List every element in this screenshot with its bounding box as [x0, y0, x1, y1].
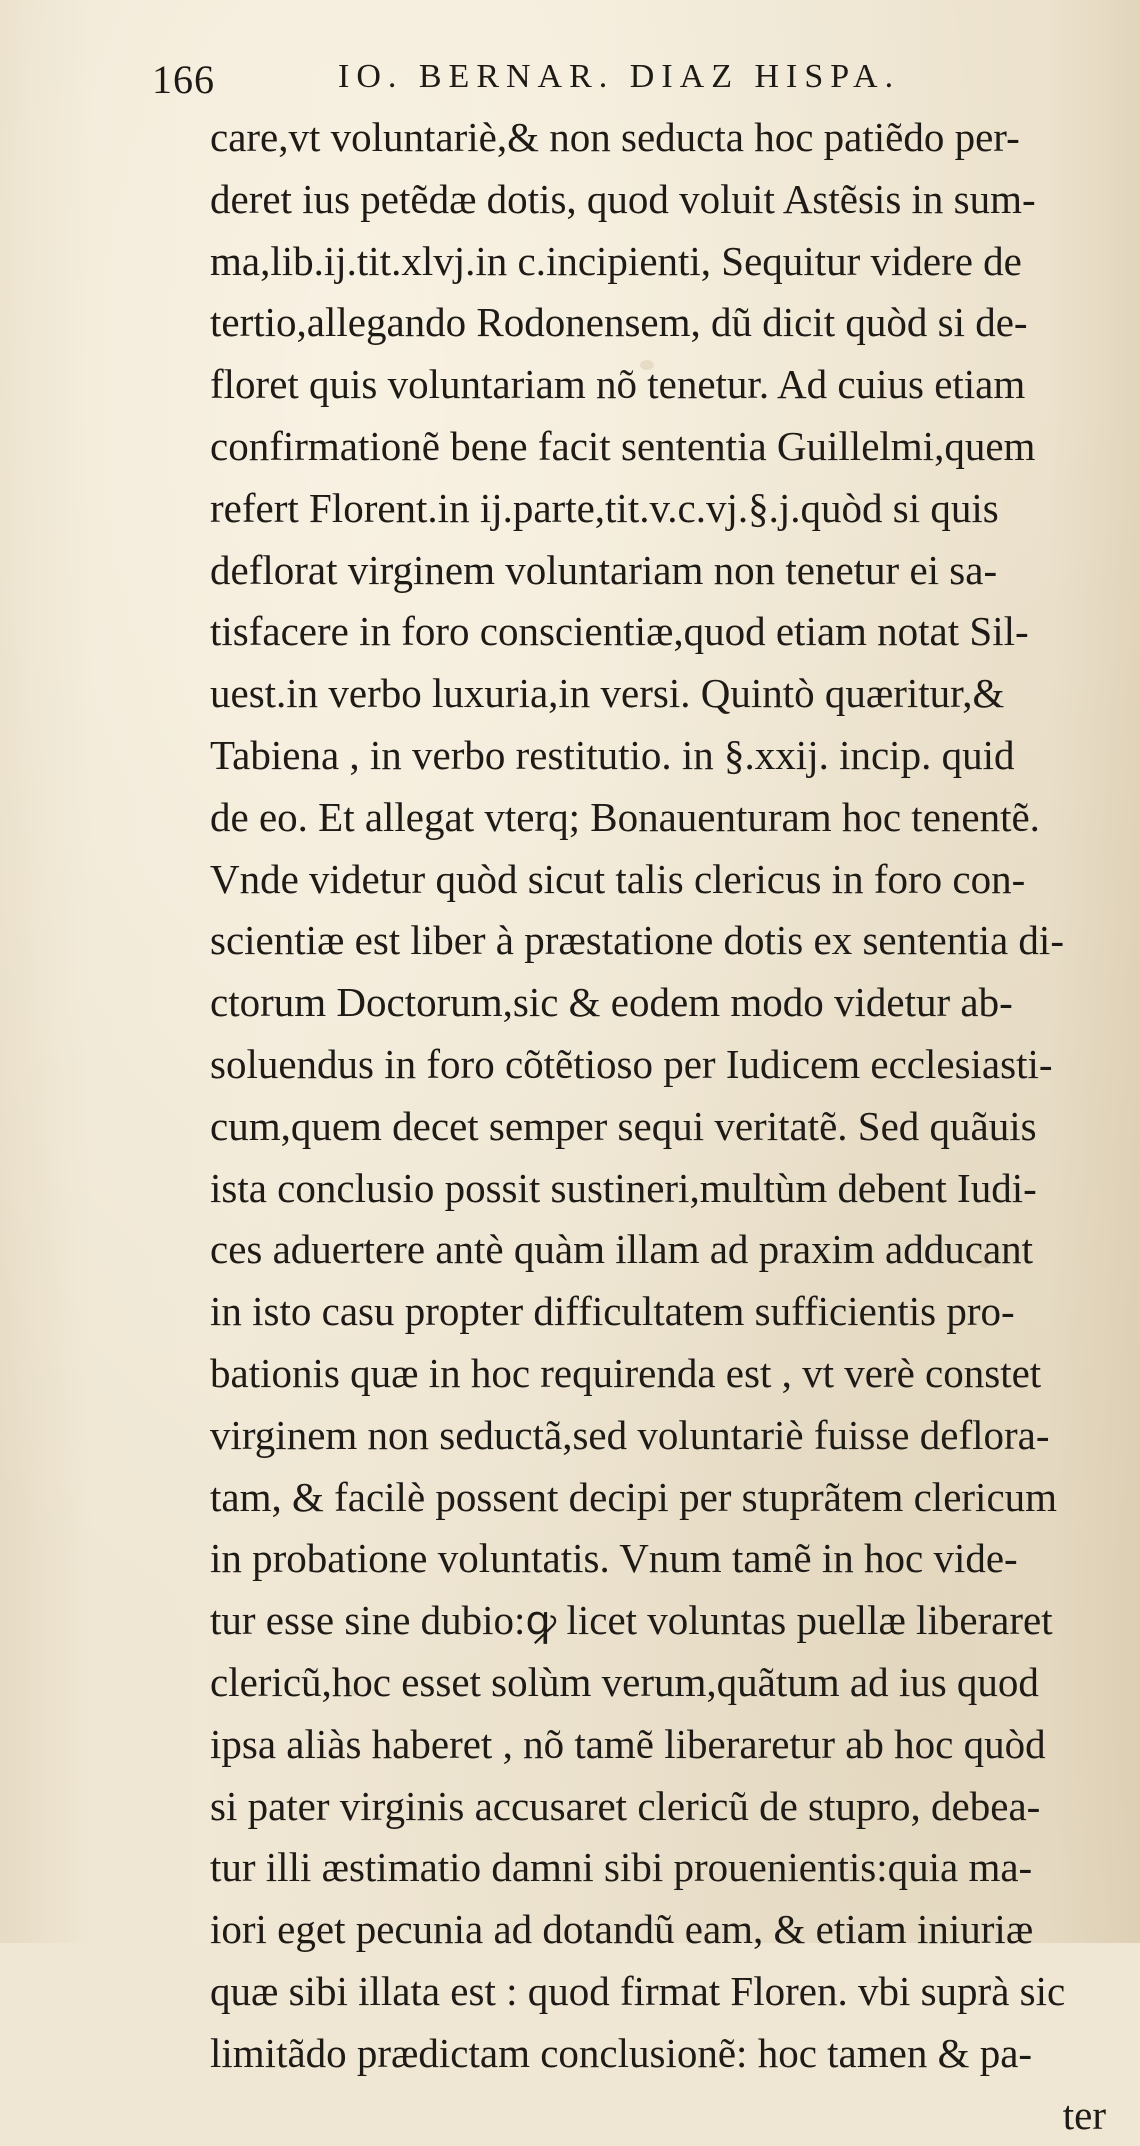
text-line: scientiæ est liber à præstatione dotis ex sententia di-: [210, 910, 1110, 972]
running-title: IO. BERNAR. DIAZ HISPA.: [338, 58, 900, 96]
text-line: tisfacere in foro conscientiæ,quod etiam notat Sil-: [210, 601, 1110, 663]
text-line: deret ius petẽdæ dotis, quod voluit Astẽsis in sum-: [210, 169, 1110, 231]
body-text: [210, 107, 1110, 2146]
text-line: tam, & facilè possent decipi per stuprãtem clericum: [210, 1467, 1110, 1529]
text-line: iori eget pecunia ad dotandũ eam, & etiam iniuriæ: [210, 1899, 1110, 1961]
text-line: limitãdo prædictam conclusionẽ: hoc tamen & pa-: [210, 2023, 1110, 2085]
running-head: [152, 56, 982, 106]
text-line: ipsa aliàs haberet , nõ tamẽ liberaretur ab hoc quòd: [210, 1714, 1110, 1776]
text-line: uest.in verbo luxuria,in versi. Quintò quæritur,&: [210, 663, 1110, 725]
text-line: Vnde videtur quòd sicut talis clericus in foro con-: [210, 849, 1110, 911]
text-line: si pater virginis accusaret clericũ de stupro, debea-: [210, 1776, 1110, 1838]
text-line: ma,lib.ij.tit.xlvj.in c.incipienti, Sequitur videre de: [210, 231, 1110, 293]
text-line: tur illi æstimatio damni sibi prouenientis:quia ma-: [210, 1837, 1110, 1899]
text-line: in probatione voluntatis. Vnum tamẽ in hoc vide-: [210, 1528, 1110, 1590]
text-line: tur esse sine dubio:ꝙ licet voluntas puellæ liberaret: [210, 1590, 1110, 1652]
text-line: bationis quæ in hoc requirenda est , vt verè constet: [210, 1343, 1110, 1405]
text-line: confirmationẽ bene facit sententia Guillelmi,quem: [210, 416, 1110, 478]
text-line: de eo. Et allegat vterq; Bonauenturam hoc tenentẽ.: [210, 787, 1110, 849]
text-line: ctorum Doctorum,sic & eodem modo videtur ab-: [210, 972, 1110, 1034]
text-line: care,vt voluntariè,& non seducta hoc patiẽdo per-: [210, 107, 1110, 169]
text-line: deflorat virginem voluntariam non tenetur ei sa-: [210, 540, 1110, 602]
text-line: quæ sibi illata est : quod firmat Floren. vbi suprà sic: [210, 1961, 1110, 2023]
text-line: soluendus in foro cõtẽtioso per Iudicem ecclesiasti-: [210, 1034, 1110, 1096]
text-line: Tabiena , in verbo restitutio. in §.xxij. incip. quid: [210, 725, 1110, 787]
text-line: ista conclusio possit sustineri,multùm debent Iudi-: [210, 1158, 1110, 1220]
page-number: 166: [152, 56, 215, 103]
catchword: ter: [210, 2085, 1110, 2146]
text-line: ces aduertere antè quàm illam ad praxim adducant: [210, 1219, 1110, 1281]
text-line: refert Florent.in ij.parte,tit.v.c.vj.§.j.quòd si quis: [210, 478, 1110, 540]
text-line: cum,quem decet semper sequi veritatẽ. Sed quãuis: [210, 1096, 1110, 1158]
text-line: tertio,allegando Rodonensem, dũ dicit quòd si de-: [210, 292, 1110, 354]
text-line: floret quis voluntariam nõ tenetur. Ad cuius etiam: [210, 354, 1110, 416]
text-line: in isto casu propter difficultatem sufficientis pro-: [210, 1281, 1110, 1343]
text-line: clericũ,hoc esset solùm verum,quãtum ad ius quod: [210, 1652, 1110, 1714]
text-line: virginem non seductã,sed voluntariè fuisse deflora-: [210, 1405, 1110, 1467]
